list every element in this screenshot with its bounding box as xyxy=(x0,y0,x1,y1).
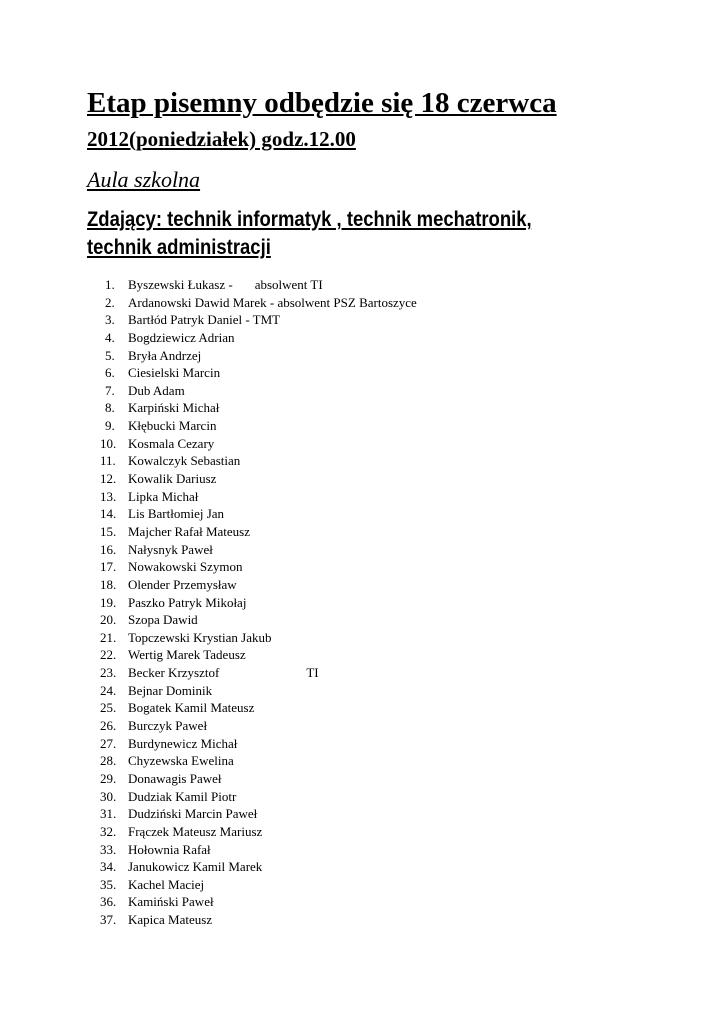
list-item xyxy=(100,435,417,453)
list-item xyxy=(100,594,417,612)
candidates-heading-line2: technik administracji xyxy=(87,236,271,259)
list-item-number: 25. xyxy=(100,700,117,716)
list-item xyxy=(100,558,417,576)
list-item xyxy=(100,611,417,629)
list-item-name: Kapica Mateusz xyxy=(128,912,213,928)
list-item-name: Topczewski Krystian Jakub xyxy=(128,629,272,645)
list-item-name: Lipka Michał xyxy=(128,488,199,504)
list-item-name: Frączek Mateusz Mariusz xyxy=(128,823,263,839)
list-item-name: Szopa Dawid xyxy=(128,612,198,628)
list-item-name: Kłębucki Marcin xyxy=(128,418,217,434)
list-item-name: Kowalczyk Sebastian xyxy=(128,453,241,469)
list-item-name: Bogatek Kamil Mateusz xyxy=(128,700,255,716)
list-item xyxy=(100,876,417,894)
list-item-number: 34. xyxy=(100,859,117,875)
list-item-name: Dudziak Kamil Piotr xyxy=(128,788,237,804)
list-item xyxy=(100,629,417,647)
list-item-name: Ardanowski Dawid Marek - absolwent PSZ Bartoszyce xyxy=(128,294,417,310)
list-item-number: 2. xyxy=(105,294,115,310)
list-item-number: 32. xyxy=(100,823,117,839)
list-item-number: 35. xyxy=(100,876,117,892)
list-item xyxy=(100,399,417,417)
list-item-number: 22. xyxy=(100,647,117,663)
list-item-name: Majcher Rafał Mateusz xyxy=(128,523,251,539)
list-item-number: 15. xyxy=(100,523,117,539)
list-item-name: Nałysnyk Paweł xyxy=(128,541,213,557)
list-item xyxy=(100,470,417,488)
list-item xyxy=(100,770,417,788)
list-item-number: 3. xyxy=(105,312,115,328)
list-item xyxy=(100,523,417,541)
candidate-list xyxy=(100,276,417,929)
list-item-number: 28. xyxy=(100,753,117,769)
list-item-number: 9. xyxy=(105,418,115,434)
list-item-name: Bejnar Dominik xyxy=(128,682,213,698)
list-item-name: Janukowicz Kamil Marek xyxy=(128,859,263,875)
list-item-number: 29. xyxy=(100,770,117,786)
list-item xyxy=(100,699,417,717)
list-item-name: Kosmala Cezary xyxy=(128,435,215,451)
candidates-heading-line1: Zdający: technik informatyk , technik mechatronik, xyxy=(87,208,532,231)
exam-date-time: 2012(poniedziałek) godz.12.00 xyxy=(87,127,356,151)
list-item-number: 18. xyxy=(100,576,117,592)
list-item-number: 8. xyxy=(105,400,115,416)
list-item xyxy=(100,488,417,506)
list-item-number: 19. xyxy=(100,594,117,610)
list-item-number: 37. xyxy=(100,912,117,928)
list-item-number: 11. xyxy=(100,453,116,469)
list-item xyxy=(100,505,417,523)
list-item xyxy=(100,823,417,841)
list-item xyxy=(100,329,417,347)
list-item xyxy=(100,452,417,470)
list-item-number: 31. xyxy=(100,806,117,822)
list-item xyxy=(100,417,417,435)
list-item xyxy=(100,805,417,823)
list-item-number: 33. xyxy=(100,841,117,857)
list-item xyxy=(100,911,417,929)
list-item-name: Chyzewska Ewelina xyxy=(128,753,234,769)
list-item xyxy=(100,841,417,859)
list-item-number: 17. xyxy=(100,559,117,575)
list-item-number: 12. xyxy=(100,471,117,487)
list-item-name: Nowakowski Szymon xyxy=(128,559,243,575)
list-item-number: 26. xyxy=(100,718,117,734)
list-item xyxy=(100,541,417,559)
list-item-name: Donawagis Paweł xyxy=(128,770,222,786)
list-item-number: 14. xyxy=(100,506,117,522)
list-item xyxy=(100,893,417,911)
list-item-name: Dudziński Marcin Paweł xyxy=(128,806,258,822)
list-item xyxy=(100,364,417,382)
list-item-name: Burczyk Paweł xyxy=(128,718,208,734)
list-item xyxy=(100,664,417,682)
list-item-number: 4. xyxy=(105,329,115,345)
list-item xyxy=(100,717,417,735)
list-item-name: Olender Przemysław xyxy=(128,576,237,592)
list-item-name: Kowalik Dariusz xyxy=(128,471,217,487)
list-item-name: Hołownia Rafał xyxy=(128,841,211,857)
list-item xyxy=(100,276,417,294)
list-item-number: 6. xyxy=(105,365,115,381)
list-item-name: Bogdziewicz Adrian xyxy=(128,329,235,345)
list-item-number: 7. xyxy=(105,382,115,398)
list-item xyxy=(100,576,417,594)
list-item-name: Byszewski Łukasz - xyxy=(128,277,233,292)
list-item-number: 36. xyxy=(100,894,117,910)
list-item xyxy=(100,311,417,329)
list-item xyxy=(100,682,417,700)
exam-venue: Aula szkolna xyxy=(87,167,201,192)
list-item-name: Bartłód Patryk Daniel - TMT xyxy=(128,312,281,328)
list-item-name: Bryła Andrzej xyxy=(128,347,202,363)
list-item-name: Ciesielski Marcin xyxy=(128,365,221,381)
list-item-number: 16. xyxy=(100,541,117,557)
list-item xyxy=(100,646,417,664)
list-item-name: Kamiński Paweł xyxy=(128,894,214,910)
list-item-name: Lis Bartłomiej Jan xyxy=(128,506,225,522)
list-item xyxy=(100,752,417,770)
list-item xyxy=(100,294,417,312)
list-item xyxy=(100,788,417,806)
list-item-name: Karpiński Michał xyxy=(128,400,220,416)
list-item-number: 20. xyxy=(100,612,117,628)
list-item xyxy=(100,347,417,365)
list-item-name: Paszko Patryk Mikołaj xyxy=(128,594,247,610)
list-item-name: Kachel Maciej xyxy=(128,876,205,892)
list-item-number: 1. xyxy=(105,277,115,292)
list-item-name: Wertig Marek Tadeusz xyxy=(128,647,246,663)
list-item-number: 21. xyxy=(100,629,117,645)
exam-title: Etap pisemny odbędzie się 18 czerwca xyxy=(87,87,557,119)
list-item-name: Dub Adam xyxy=(128,382,185,398)
list-item-number: 5. xyxy=(105,347,115,363)
list-item-number: 23. xyxy=(100,665,117,681)
list-item-number: 10. xyxy=(100,435,117,451)
list-item xyxy=(100,382,417,400)
list-item-number: 24. xyxy=(100,682,117,698)
list-item-number: 13. xyxy=(100,488,117,504)
list-item xyxy=(100,735,417,753)
list-item-name: Becker Krzysztof xyxy=(128,665,220,681)
list-item xyxy=(100,858,417,876)
list-item-number: 30. xyxy=(100,788,117,804)
list-item-name: Burdynewicz Michał xyxy=(128,735,238,751)
list-item-note: TI xyxy=(306,665,319,681)
list-item-note: absolwent TI xyxy=(254,277,323,292)
list-item-number: 27. xyxy=(100,735,117,751)
